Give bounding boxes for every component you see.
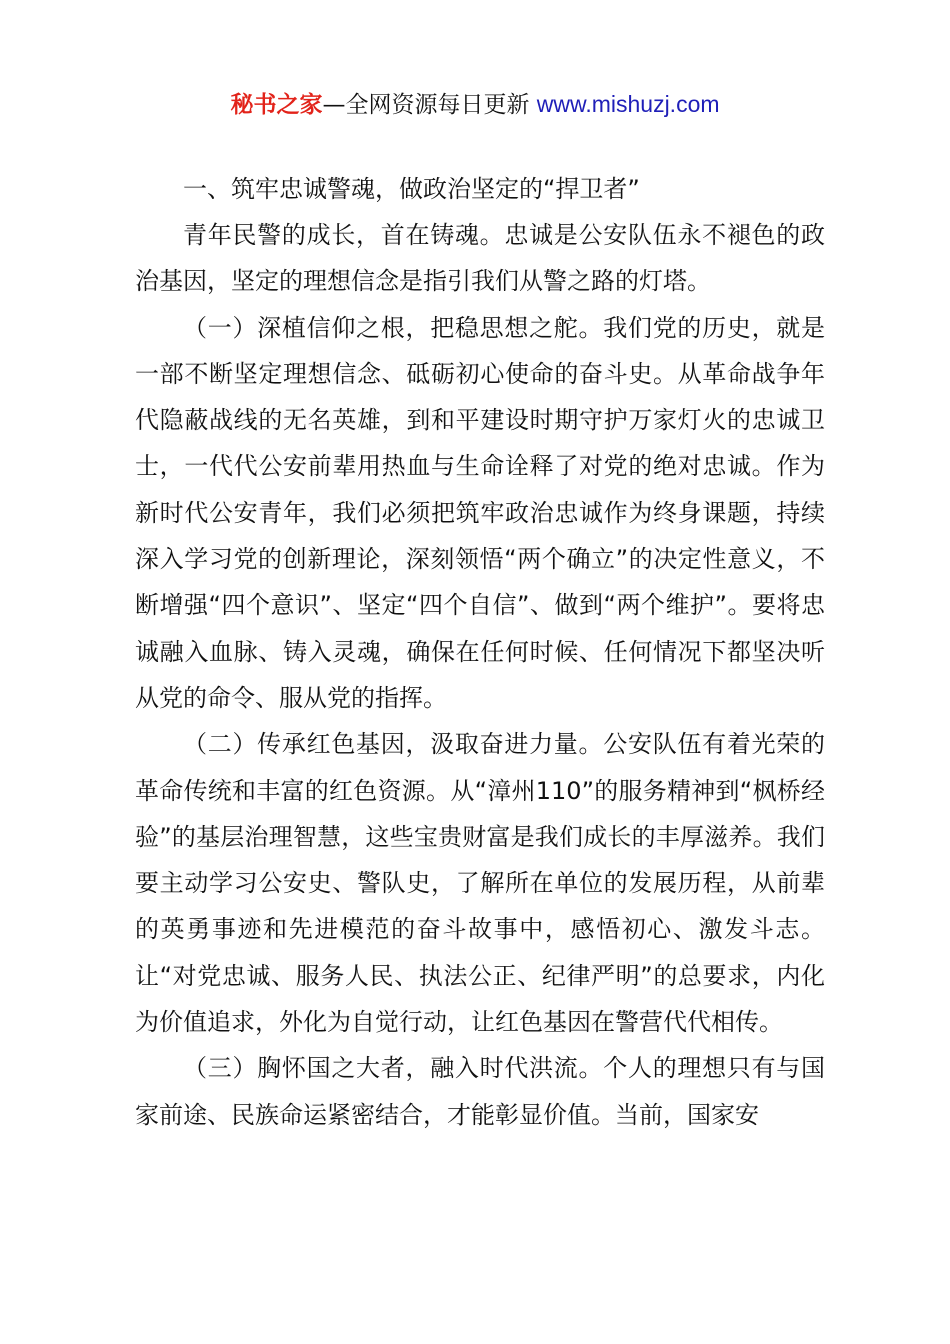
paragraph-item-1 — [135, 305, 825, 722]
header-brand: 秘书之家 — [230, 92, 323, 118]
header-url-link[interactable]: www.mishuzj.com — [536, 91, 720, 117]
paragraph-item-2-body: 公安队伍有着光荣的革命传统和丰富的红色资源。从“漳州110”的服务精神到“枫桥经验”的基层治理智慧，这些宝贵财富是我们成长的丰厚滋养。我们要主动学习公安史、警队史，了解所在单位的发展历程，从前辈的英勇事迹和先进模范的奋斗故事中，感悟初心、激发斗志。让“对党忠诚、服务人民、执法公正、纪律严明”的总要求，内化为价值追求，外化为自觉行动，让红色基因在警营代代相传。 — [135, 730, 826, 1037]
document-body — [135, 166, 825, 1138]
paragraph-item-3 — [135, 1045, 825, 1138]
paragraph-item-2 — [135, 721, 825, 1045]
paragraph-item-3-lead: （三）胸怀国之大者，融入时代洪流。 — [183, 1054, 604, 1083]
paragraph-item-1-body: 我们党的历史，就是一部不断坚定理想信念、砥砺初心使命的奋斗史。从革命战争年代隐蔽战线的无名英雄，到和平建设时期守护万家灯火的忠诚卫士，一代代公安前辈用热血与生命诠释了对党的绝对忠诚。作为新时代公安青年，我们必须把筑牢政治忠诚作为终身课题，持续深入学习党的创新理论，深刻领悟“两个确立”的决定性意义，不断增强“四个意识”、坚定“四个自信”、做到“两个维护”。要将忠诚融入血脉、铸入灵魂，确保在任何时候、任何情况下都坚决听从党的命令、服从党的指挥。 — [135, 313, 826, 712]
section-intro-paragraph: 青年民警的成长，首在铸魂。忠诚是公安队伍永不褪色的政治基因，坚定的理想信念是指引我们从警之路的灯塔。 — [135, 221, 825, 296]
paragraph-item-2-lead: （二）传承红色基因，汲取奋进力量。 — [183, 730, 604, 759]
page-header — [0, 86, 950, 123]
section-heading: 一、筑牢忠诚警魂，做政治坚定的“捍卫者” — [183, 175, 640, 203]
paragraph-item-1-lead: （一）深植信仰之根，把稳思想之舵。 — [183, 313, 604, 342]
paragraph-item-3-body: 个人的理想只有与国家前途、民族命运紧密结合，才能彰显价值。当前，国家安 — [135, 1054, 826, 1129]
header-tagline: —全网资源每日更新 — [322, 92, 537, 118]
